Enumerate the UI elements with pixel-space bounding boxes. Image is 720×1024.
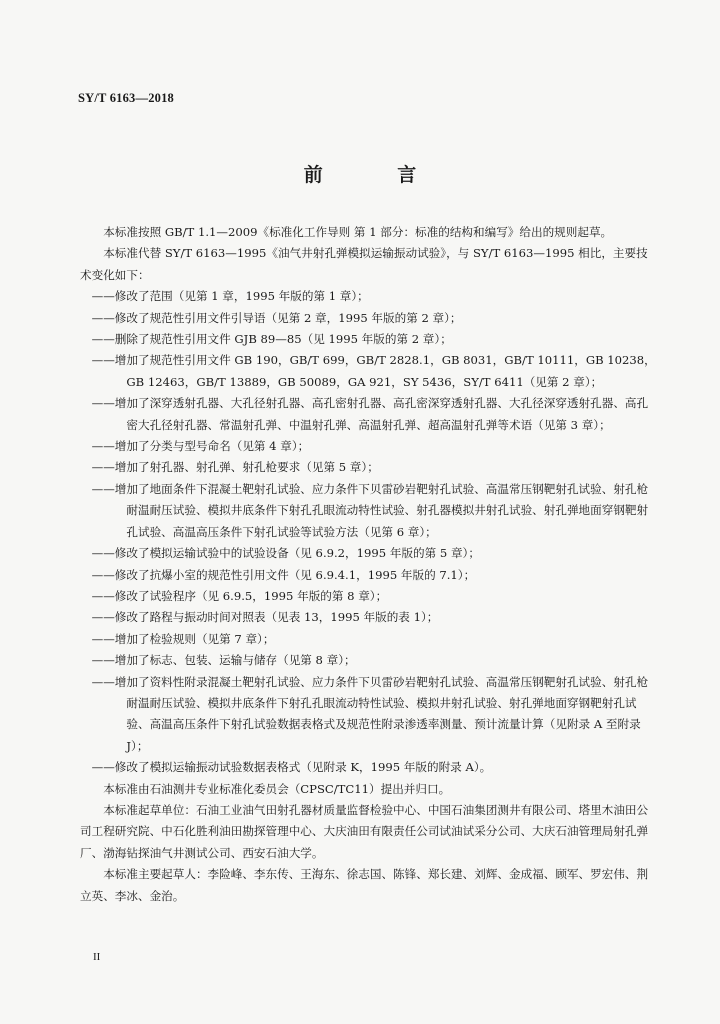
- change-item: ——修改了模拟运输振动试验数据表格式（见附录 K，1995 年版的附录 A）。: [91, 760, 492, 775]
- closing-paragraph: 本标准主要起草人：李险峰、李东传、王海东、徐志国、陈锋、郑长建、刘辉、金成福、顾军、罗宏伟、荆立英、李冰、金治。: [80, 867, 649, 903]
- change-item: ——修改了试验程序（见 6.9.5，1995 年版的第 8 章）；: [91, 588, 388, 603]
- change-item: ——增加了地面条件下混凝土靶射孔试验、应力条件下贝雷砂岩靶射孔试验、高温常压钢靶射孔试验、射孔枪耐温耐压试验、模拟井底条件下射孔孔眼流动特性试验、射孔器模拟井射孔试验、射孔弹地面穿钢靶射孔试验、高温高压条件下射孔试验等试验方法（见第 6 章）；: [91, 481, 649, 539]
- change-item: ——增加了标志、包装、运输与储存（见第 8 章）；: [91, 653, 356, 668]
- change-item: ——增加了规范性引用文件 GB 190，GB/T 699，GB/T 2828.1，GB 8031，GB/T 10111，GB 10238，GB 12463，GB/T 13889，GB 50089，GA 921，SY 5436，SY/T 6411（见第 2 章）；: [91, 353, 656, 389]
- change-item: ——增加了资料性附录混凝土靶射孔试验、应力条件下贝雷砂岩靶射孔试验、高温常压钢靶射孔试验、射孔枪耐温耐压试验、模拟井底条件下射孔孔眼流动特性试验、模拟井射孔试验、射孔弹地面穿钢靶射孔试验、高温高压条件下射孔试验数据表格式及规范性附录渗透率测量、预计流量计算（见附录 A 至附录 J）；: [91, 674, 649, 753]
- change-item: ——增加了分类与型号命名（见第 4 章）；: [91, 439, 310, 454]
- change-item: ——修改了模拟运输试验中的试验设备（见 6.9.2，1995 年版的第 5 章）；: [91, 546, 480, 561]
- page-title: 前 言: [303, 164, 451, 186]
- page-number: II: [93, 951, 101, 963]
- intro-paragraph: 本标准按照 GB/T 1.1—2009《标准化工作导则 第 1 部分：标准的结构和编写》给出的规则起草。: [103, 225, 613, 239]
- change-item: ——修改了规范性引用文件引导语（见第 2 章，1995 年版的第 2 章）；: [91, 310, 462, 325]
- change-item: ——删除了规范性引用文件 GJB 89—85（见 1995 年版的第 2 章）；: [91, 332, 452, 347]
- change-item: ——增加了检验规则（见第 7 章）；: [91, 631, 275, 646]
- closing-paragraph: 本标准起草单位：石油工业油气田射孔器材质量监督检验中心、中国石油集团测井有限公司、塔里木油田公司工程研究院、中石化胜利油田勘探管理中心、大庆油田有限责任公司试油试采分公司、大庆石油管理局射孔弹厂、渤海钻探油气井测试公司、西安石油大学。: [80, 802, 649, 860]
- change-item: ——修改了路程与振动时间对照表（见表 13，1995 年版的表 1）；: [91, 610, 439, 625]
- change-item: ——修改了抗爆小室的规范性引用文件（见 6.9.4.1，1995 年版的 7.1）；: [91, 567, 476, 582]
- intro-paragraph: 本标准代替 SY/T 6163—1995《油气井射孔弹模拟运输振动试验》，与 SY/T 6163—1995 相比，主要技术变化如下：: [80, 246, 648, 282]
- standard-code: SY/T 6163—2018: [78, 91, 174, 105]
- change-item: ——修改了范围（见第 1 章，1995 年版的第 1 章）；: [91, 289, 369, 304]
- closing-paragraph: 本标准由石油测井专业标准化委员会（CPSC/TC11）提出并归口。: [103, 781, 451, 796]
- foreword-body: [80, 222, 658, 907]
- change-item: ——增加了射孔器、射孔弹、射孔枪要求（见第 5 章）；: [91, 460, 379, 475]
- change-item: ——增加了深穿透射孔器、大孔径射孔器、高孔密射孔器、高孔密深穿透射孔器、大孔径深穿透射孔器、高孔密大孔径射孔器、常温射孔弹、中温射孔弹、高温射孔弹、超高温射孔弹等术语（见第 3 章）；: [91, 396, 649, 432]
